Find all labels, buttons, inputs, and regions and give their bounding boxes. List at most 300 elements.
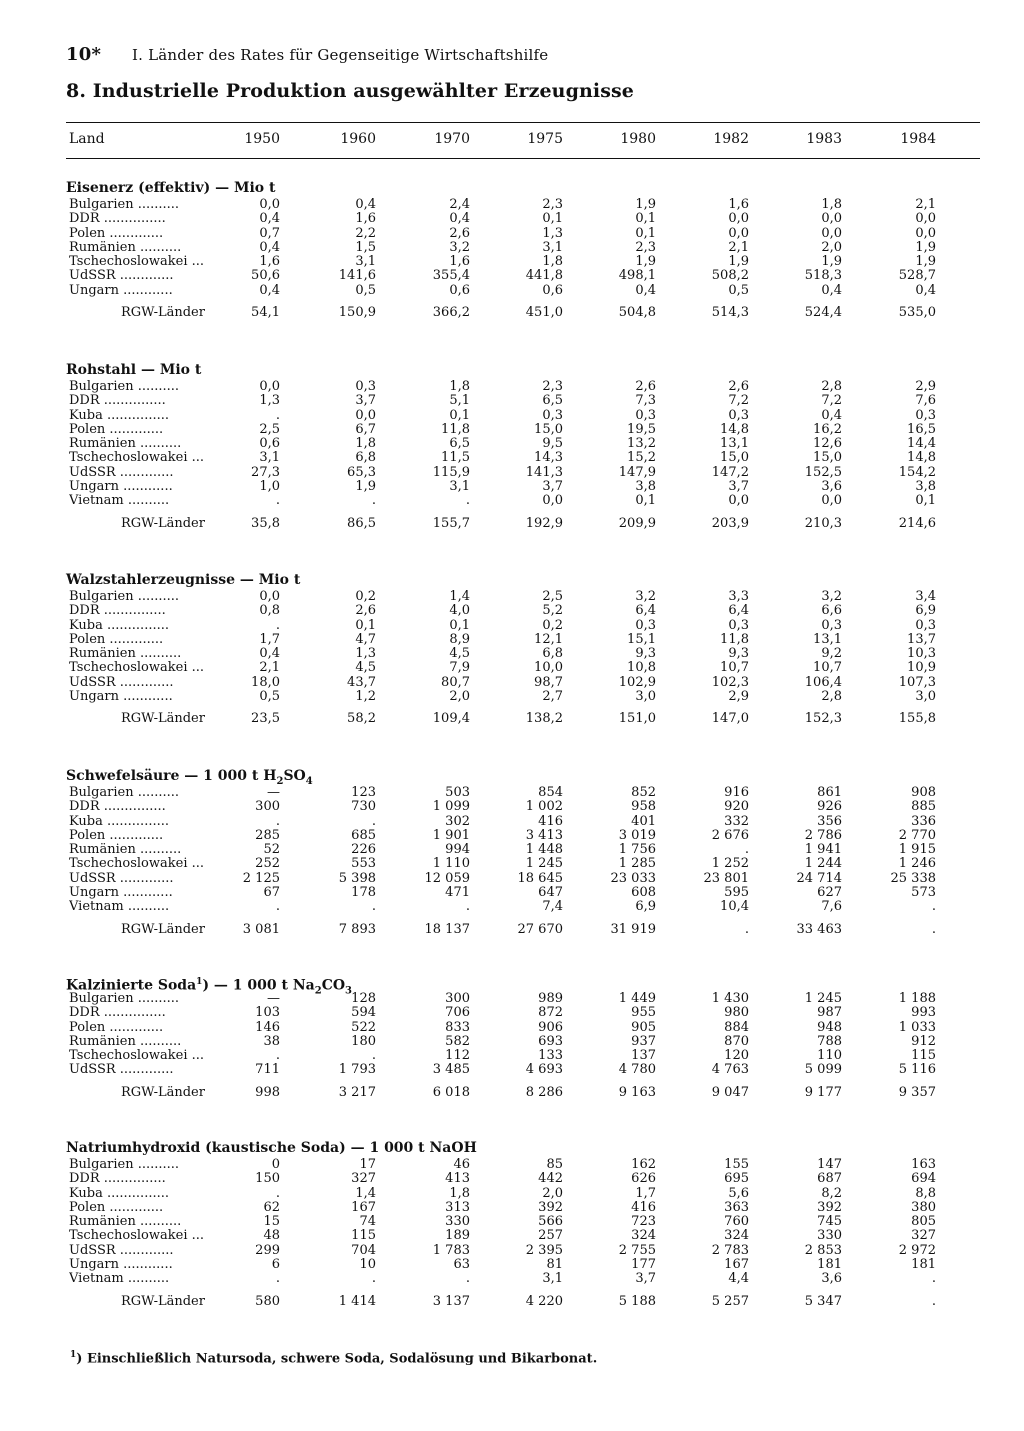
section-title <box>66 360 980 380</box>
table-row <box>66 872 980 886</box>
cell-value: 522 <box>351 1019 376 1035</box>
table-row <box>66 886 980 900</box>
cell-value: 693 <box>538 1033 563 1049</box>
cell-value: 3,7 <box>728 479 749 495</box>
cell-value: 18,0 <box>251 674 280 690</box>
country-label: Vietnam .......... <box>69 900 170 915</box>
cell-value: 0,4 <box>259 211 280 227</box>
cell-value: 106,4 <box>804 674 842 690</box>
cell-value: 647 <box>538 885 563 901</box>
cell-value: 1,4 <box>449 589 470 604</box>
cell-value: 155 <box>724 1157 749 1172</box>
cell-value: 167 <box>351 1199 376 1215</box>
cell-value: 937 <box>631 1033 656 1049</box>
cell-value: 35,8 <box>251 515 280 531</box>
cell-value: 110 <box>817 1048 842 1064</box>
cell-value: 0,0 <box>728 211 749 227</box>
footnote <box>70 1350 597 1366</box>
total-row <box>66 919 980 941</box>
cell-value: 508,2 <box>711 268 749 284</box>
cell-value: 1 793 <box>338 1062 376 1078</box>
cell-value: 1,6 <box>355 211 376 227</box>
table-row <box>66 1201 980 1215</box>
cell-value: 5 099 <box>804 1062 842 1078</box>
table-row <box>66 800 980 814</box>
cell-value: 2,7 <box>542 689 563 705</box>
cell-value: 0,7 <box>259 225 280 241</box>
cell-value: 471 <box>445 885 470 901</box>
section-title-part: 1 <box>196 977 203 987</box>
cell-value: 109,4 <box>432 711 470 727</box>
country-label: Polen ............. <box>69 632 164 647</box>
table-row <box>66 269 980 283</box>
cell-value: 0,0 <box>259 589 280 604</box>
cell-value: 908 <box>911 785 936 800</box>
cell-value: 1,7 <box>259 631 280 647</box>
cell-value: 582 <box>445 1033 470 1049</box>
cell-value: 366,2 <box>432 305 470 321</box>
cell-value: 0,1 <box>635 225 656 241</box>
table-row <box>66 212 980 226</box>
table-row <box>66 227 980 241</box>
country-label: Polen ............. <box>69 1020 164 1035</box>
cell-value: 58,2 <box>347 711 376 727</box>
cell-value: 0,3 <box>821 617 842 633</box>
cell-value: 151,0 <box>618 711 656 727</box>
cell-value: 226 <box>351 842 376 858</box>
section-title <box>66 972 980 997</box>
table-row <box>66 255 980 269</box>
cell-value: 1 915 <box>898 842 936 858</box>
table-section <box>66 570 980 730</box>
table-row <box>66 394 980 408</box>
table-row <box>66 1187 980 1201</box>
cell-value: 852 <box>631 785 656 800</box>
cell-value: 15,2 <box>627 450 656 466</box>
cell-value: 1,9 <box>635 197 656 212</box>
cell-value: 81 <box>546 1257 563 1273</box>
cell-value: 10,7 <box>720 660 749 676</box>
table-title: 8. Industrielle Produktion ausgewählter Erzeugnisse <box>66 80 634 102</box>
cell-value: . <box>465 493 470 509</box>
country-label: UdSSR ............. <box>69 1063 174 1078</box>
cell-value: 3,6 <box>821 1271 842 1287</box>
cell-value: 1,9 <box>915 254 936 270</box>
cell-value: 332 <box>724 813 749 829</box>
cell-value: 15,1 <box>627 631 656 647</box>
cell-value: 4 763 <box>711 1062 749 1078</box>
cell-value: 0,1 <box>449 617 470 633</box>
section-title-part: Walzstahlerzeugnisse — Mio t <box>66 572 301 588</box>
cell-value: . <box>371 1271 376 1287</box>
cell-value: 3,6 <box>821 479 842 495</box>
country-label: Polen ............. <box>69 226 164 241</box>
cell-value: 805 <box>911 1214 936 1230</box>
table-row <box>66 1158 980 1172</box>
cell-value: 994 <box>445 842 470 858</box>
country-label: DDR ............... <box>69 604 166 619</box>
cell-value: 2 125 <box>242 870 280 886</box>
cell-value: 3 217 <box>338 1084 376 1100</box>
cell-value: 1,5 <box>355 239 376 255</box>
table-row <box>66 409 980 423</box>
cell-value: 3,2 <box>449 239 470 255</box>
cell-value: 723 <box>631 1214 656 1230</box>
cell-value: 7,4 <box>542 899 563 915</box>
cell-value: 0,0 <box>821 225 842 241</box>
cell-value: 0,5 <box>728 282 749 298</box>
cell-value: 392 <box>538 1199 563 1215</box>
cell-value: 324 <box>631 1228 656 1244</box>
cell-value: 300 <box>445 991 470 1006</box>
cell-value: 5 188 <box>618 1293 656 1309</box>
cell-value: 15,0 <box>813 450 842 466</box>
cell-value: 685 <box>351 827 376 843</box>
cell-value: 0,0 <box>821 493 842 509</box>
cell-value: 10,7 <box>813 660 842 676</box>
table-row <box>66 451 980 465</box>
country-label: Rumänien .......... <box>69 1034 182 1049</box>
table-row <box>66 633 980 647</box>
country-label: Ungarn ............ <box>69 690 173 705</box>
country-label: DDR ............... <box>69 800 166 815</box>
cell-value: 573 <box>911 885 936 901</box>
cell-value: 626 <box>631 1171 656 1187</box>
section-title-part: 3 <box>345 985 353 997</box>
cell-value: 905 <box>631 1019 656 1035</box>
cell-value: . <box>371 813 376 829</box>
cell-value: 2,1 <box>915 197 936 212</box>
cell-value: 102,9 <box>618 674 656 690</box>
table-row <box>66 380 980 394</box>
cell-value: 1 244 <box>804 856 842 872</box>
cell-value: 0,3 <box>915 407 936 423</box>
cell-value: 1 901 <box>432 827 470 843</box>
cell-value: 4 780 <box>618 1062 656 1078</box>
section-title-part: 2 <box>276 775 284 787</box>
cell-value: 0,5 <box>259 689 280 705</box>
cell-value: 0,4 <box>821 282 842 298</box>
cell-value: 8,2 <box>821 1185 842 1201</box>
cell-value: 0,0 <box>728 493 749 509</box>
cell-value: 8,8 <box>915 1185 936 1201</box>
country-label: Vietnam .......... <box>69 494 170 509</box>
cell-value: 4 220 <box>525 1293 563 1309</box>
cell-value: 86,5 <box>347 515 376 531</box>
cell-value: 12 059 <box>424 870 470 886</box>
cell-value: 10 <box>359 1257 376 1273</box>
cell-value: 916 <box>724 785 749 800</box>
total-row <box>66 1082 980 1104</box>
table-row <box>66 590 980 604</box>
cell-value: 1 448 <box>525 842 563 858</box>
cell-value: 4,5 <box>449 646 470 662</box>
cell-value: 6,8 <box>542 646 563 662</box>
running-title: I. Länder des Rates für Gegenseitige Wirtschaftshilfe <box>132 46 549 64</box>
cell-value: 0,0 <box>915 225 936 241</box>
table-row <box>66 198 980 212</box>
cell-value: . <box>465 899 470 915</box>
cell-value: 854 <box>538 785 563 800</box>
cell-value: 10,0 <box>534 660 563 676</box>
cell-value: 1 245 <box>804 991 842 1006</box>
cell-value: 1,3 <box>259 393 280 409</box>
cell-value: 451,0 <box>525 305 563 321</box>
cell-value: 363 <box>724 1199 749 1215</box>
country-label: Polen ............. <box>69 1200 164 1215</box>
column-header-year: 1960 <box>340 131 376 147</box>
cell-value: 948 <box>817 1019 842 1035</box>
cell-value: 0,4 <box>821 407 842 423</box>
cell-value: 0,2 <box>355 589 376 604</box>
section-title-part: 2 <box>314 985 322 997</box>
country-label: Rumänien .......... <box>69 240 182 255</box>
cell-value: 6,9 <box>915 603 936 619</box>
table-row <box>66 619 980 633</box>
cell-value: 1 246 <box>898 856 936 872</box>
cell-value: 7,3 <box>635 393 656 409</box>
cell-value: 3 485 <box>432 1062 470 1078</box>
table-row <box>66 843 980 857</box>
cell-value: 6,6 <box>821 603 842 619</box>
cell-value: 5,2 <box>542 603 563 619</box>
cell-value: 2 676 <box>711 827 749 843</box>
country-label: Tschechoslowakei ... <box>69 255 205 270</box>
cell-value: 998 <box>255 1084 280 1100</box>
section-title-part: Eisenerz (effektiv) — Mio t <box>66 180 276 196</box>
cell-value: 0,0 <box>542 493 563 509</box>
cell-value: 885 <box>911 799 936 815</box>
country-label: Tschechoslowakei ... <box>69 451 205 466</box>
cell-value: 3,1 <box>355 254 376 270</box>
total-label: RGW-Länder <box>121 515 205 531</box>
cell-value: . <box>465 1271 470 1287</box>
cell-value: 146 <box>255 1019 280 1035</box>
country-label: Rumänien .......... <box>69 843 182 858</box>
cell-value: 861 <box>817 785 842 800</box>
cell-value: . <box>371 1048 376 1064</box>
cell-value: 98,7 <box>534 674 563 690</box>
cell-value: 8 286 <box>525 1084 563 1100</box>
cell-value: 833 <box>445 1019 470 1035</box>
cell-value: 46 <box>453 1157 470 1172</box>
cell-value: 1,9 <box>355 479 376 495</box>
country-label: Polen ............. <box>69 828 164 843</box>
country-label: Bulgarien .......... <box>69 992 180 1006</box>
cell-value: 2,1 <box>259 660 280 676</box>
country-label: Tschechoslowakei ... <box>69 1229 205 1244</box>
cell-value: 10,3 <box>907 646 936 662</box>
cell-value: 12,1 <box>534 631 563 647</box>
country-label: DDR ............... <box>69 1006 166 1021</box>
country-label: Tschechoslowakei ... <box>69 661 205 676</box>
cell-value: 2 770 <box>898 827 936 843</box>
cell-value: 3,2 <box>821 589 842 604</box>
cell-value: 3,0 <box>915 689 936 705</box>
country-label: Ungarn ............ <box>69 1258 173 1273</box>
cell-value: 0,3 <box>542 407 563 423</box>
cell-value: 0,3 <box>728 407 749 423</box>
cell-value: 152,5 <box>804 464 842 480</box>
cell-value: 987 <box>817 1005 842 1021</box>
cell-value: 1,2 <box>355 689 376 705</box>
cell-value: 107,3 <box>898 674 936 690</box>
cell-value: 687 <box>817 1171 842 1187</box>
section-title <box>66 766 980 786</box>
table-row <box>66 480 980 494</box>
cell-value: 5 257 <box>711 1293 749 1309</box>
cell-value: 2,9 <box>728 689 749 705</box>
table-row <box>66 900 980 914</box>
cell-value: 163 <box>911 1157 936 1172</box>
cell-value: 1,4 <box>355 1185 376 1201</box>
cell-value: 6,4 <box>728 603 749 619</box>
cell-value: 10,8 <box>627 660 656 676</box>
cell-value: . <box>371 493 376 509</box>
cell-value: 23 033 <box>610 870 656 886</box>
cell-value: 3,1 <box>542 239 563 255</box>
cell-value: 2 853 <box>804 1242 842 1258</box>
cell-value: 980 <box>724 1005 749 1021</box>
cell-value: . <box>275 407 280 423</box>
cell-value: 0,3 <box>355 379 376 394</box>
cell-value: 906 <box>538 1019 563 1035</box>
cell-value: 257 <box>538 1228 563 1244</box>
cell-value: 2,0 <box>821 239 842 255</box>
cell-value: 416 <box>538 813 563 829</box>
cell-value: 15,0 <box>720 450 749 466</box>
column-header <box>66 131 980 151</box>
cell-value: 4 693 <box>525 1062 563 1078</box>
cell-value: 514,3 <box>711 305 749 321</box>
cell-value: 2,6 <box>449 225 470 241</box>
cell-value: . <box>275 1271 280 1287</box>
total-row <box>66 708 980 730</box>
cell-value: 2 972 <box>898 1242 936 1258</box>
cell-value: 7,2 <box>821 393 842 409</box>
cell-value: 12,6 <box>813 436 842 452</box>
cell-value: 43,7 <box>347 674 376 690</box>
section-title-part: Schwefelsäure — 1 000 t H <box>66 768 277 784</box>
cell-value: 67 <box>263 885 280 901</box>
cell-value: 504,8 <box>618 305 656 321</box>
cell-value: 6 018 <box>432 1084 470 1100</box>
country-label: Tschechoslowakei ... <box>69 857 205 872</box>
cell-value: 3 019 <box>618 827 656 843</box>
country-label: Kuba ............... <box>69 1186 169 1201</box>
cell-value: 54,1 <box>251 305 280 321</box>
cell-value: 52 <box>263 842 280 858</box>
cell-value: 330 <box>817 1228 842 1244</box>
cell-value: 0,1 <box>915 493 936 509</box>
cell-value: 7,2 <box>728 393 749 409</box>
cell-value: 9,2 <box>821 646 842 662</box>
cell-value: 5,6 <box>728 1185 749 1201</box>
cell-value: 1 252 <box>711 856 749 872</box>
table-row <box>66 690 980 704</box>
country-label: DDR ............... <box>69 394 166 409</box>
cell-value: 0,1 <box>635 493 656 509</box>
cell-value: 1,7 <box>635 1185 656 1201</box>
column-header-year: 1980 <box>620 131 656 147</box>
cell-value: 730 <box>351 799 376 815</box>
cell-value: 6,9 <box>635 899 656 915</box>
cell-value: 608 <box>631 885 656 901</box>
cell-value: 1,0 <box>259 479 280 495</box>
total-row <box>66 513 980 535</box>
cell-value: 3,1 <box>259 450 280 466</box>
cell-value: 147 <box>817 1157 842 1172</box>
cell-value: 313 <box>445 1199 470 1215</box>
cell-value: 147,2 <box>711 464 749 480</box>
cell-value: 627 <box>817 885 842 901</box>
cell-value: 0,1 <box>635 211 656 227</box>
cell-value: 189 <box>445 1228 470 1244</box>
cell-value: 2,3 <box>542 197 563 212</box>
cell-value: 327 <box>351 1171 376 1187</box>
table-section <box>66 972 980 1104</box>
cell-value: 10,9 <box>907 660 936 676</box>
cell-value: 65,3 <box>347 464 376 480</box>
cell-value: 1 033 <box>898 1019 936 1035</box>
country-label: UdSSR ............. <box>69 675 174 690</box>
cell-value: 0,2 <box>542 617 563 633</box>
cell-value: 2,5 <box>542 589 563 604</box>
section-title-part: CO <box>321 977 346 994</box>
cell-value: 7,6 <box>821 899 842 915</box>
cell-value: 115 <box>351 1228 376 1244</box>
cell-value: 147,9 <box>618 464 656 480</box>
country-label: UdSSR ............. <box>69 1243 174 1258</box>
cell-value: 745 <box>817 1214 842 1230</box>
cell-value: 535,0 <box>898 305 936 321</box>
country-label: Ungarn ............ <box>69 886 173 901</box>
cell-value: — <box>267 991 280 1006</box>
cell-value: 178 <box>351 885 376 901</box>
cell-value: 162 <box>631 1157 656 1172</box>
table-row <box>66 466 980 480</box>
cell-value: 989 <box>538 991 563 1006</box>
cell-value: 2,9 <box>915 379 936 394</box>
country-label: Rumänien .......... <box>69 647 182 662</box>
cell-value: 18 645 <box>517 870 563 886</box>
country-label: DDR ............... <box>69 1172 166 1187</box>
country-label: Rumänien .......... <box>69 437 182 452</box>
country-label: Ungarn ............ <box>69 283 173 298</box>
cell-value: 167 <box>724 1257 749 1273</box>
cell-value: 2,3 <box>635 239 656 255</box>
table-section <box>66 1138 980 1313</box>
cell-value: 1,8 <box>449 1185 470 1201</box>
cell-value: 6 <box>271 1257 280 1273</box>
cell-value: 518,3 <box>804 268 842 284</box>
cell-value: 115 <box>911 1048 936 1064</box>
country-label: UdSSR ............. <box>69 269 174 284</box>
cell-value: 1,9 <box>915 239 936 255</box>
cell-value: 13,1 <box>813 631 842 647</box>
cell-value: 120 <box>724 1048 749 1064</box>
country-label: Bulgarien .......... <box>69 786 180 800</box>
cell-value: 10,4 <box>720 899 749 915</box>
country-label: Kuba ............... <box>69 618 169 633</box>
cell-value: 14,4 <box>907 436 936 452</box>
table-row <box>66 604 980 618</box>
cell-value: 123 <box>351 785 376 800</box>
cell-value: 33 463 <box>796 921 842 937</box>
total-row <box>66 302 980 324</box>
cell-value: 2 395 <box>525 1242 563 1258</box>
cell-value: 993 <box>911 1005 936 1021</box>
